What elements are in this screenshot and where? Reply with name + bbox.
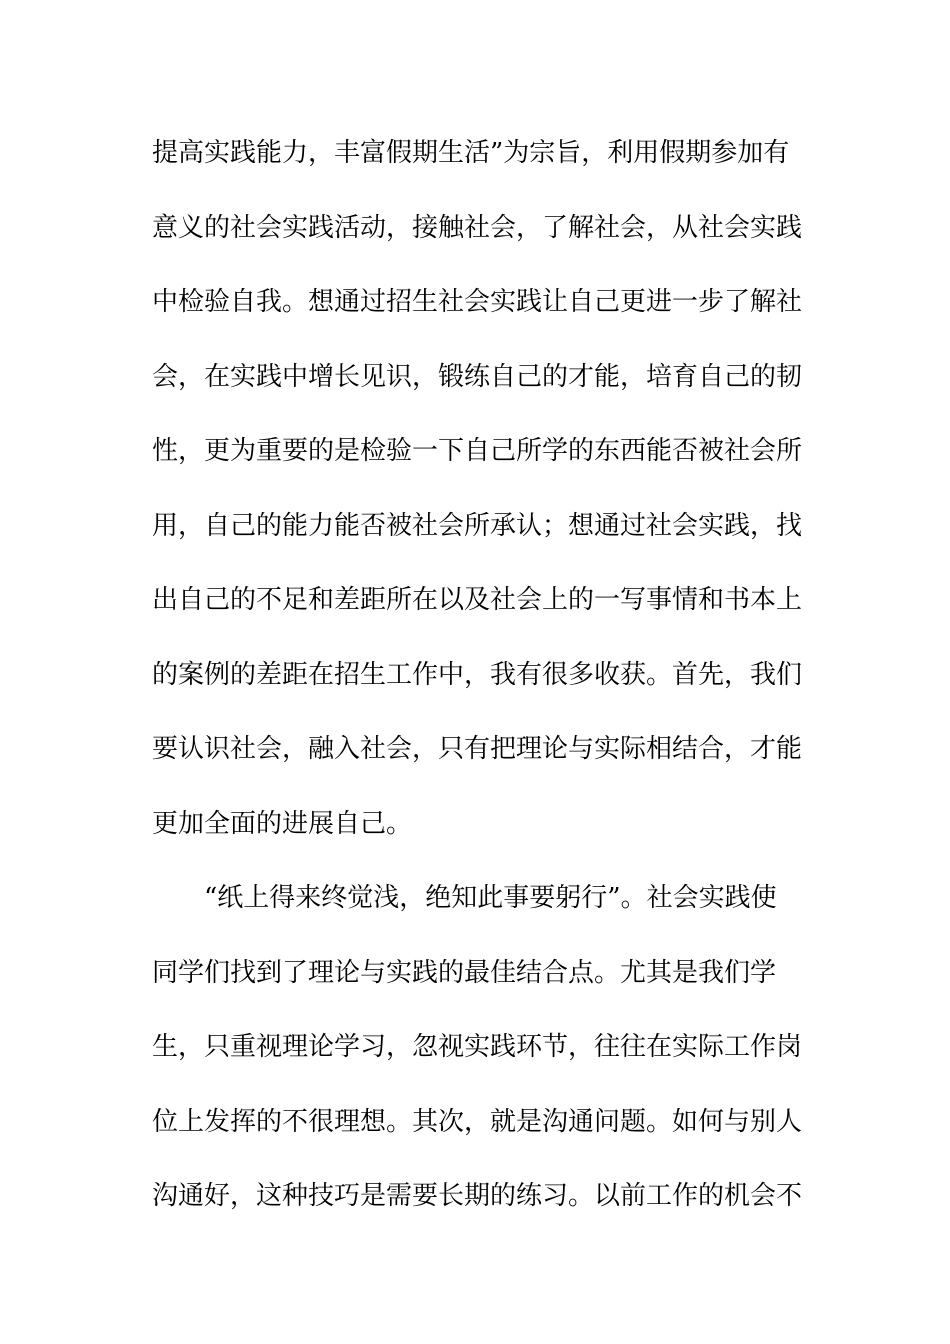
- text-line: 更加全面的进展自己。: [152, 808, 413, 839]
- text-line: 性，更为重要的是检验一下自己所学的东西能否被社会所: [152, 436, 803, 466]
- text-line: 位上发挥的不很理想。其次，就是沟通问题。如何与别人: [152, 1106, 803, 1137]
- text-line: 沟通好，这种技巧是需要长期的练习。以前工作的机会不: [152, 1181, 803, 1211]
- paragraph-2: [152, 861, 803, 1234]
- text-line: 同学们找到了理论与实践的最佳结合点。尤其是我们学: [152, 957, 777, 988]
- text-line: 意义的社会实践活动，接触社会，了解社会，从社会实践: [152, 212, 803, 243]
- paragraph-1: [152, 116, 803, 861]
- text-line: 会，在实践中增长见识，锻练自己的才能，培育自己的韧: [152, 361, 803, 392]
- text-line: 提高实践能力，丰富假期生活”为宗旨，利用假期参加有: [152, 138, 790, 168]
- text-line: 用，自己的能力能否被社会所承认；想通过社会实践，找: [152, 510, 803, 541]
- text-line: 的案例的差距在招生工作中，我有很多收获。首先，我们: [152, 659, 803, 690]
- text-line: 中检验自我。想通过招生社会实践让自己更进一步了解社: [152, 287, 803, 317]
- text-line: 出自己的不足和差距所在以及社会上的一写事情和书本上: [152, 585, 803, 615]
- text-line: 要认识社会，融入社会，只有把理论与实际相结合，才能: [152, 734, 803, 764]
- text-line: 生，只重视理论学习，忽视实践环节，往往在实际工作岗: [152, 1032, 803, 1062]
- text-line-indented: “纸上得来终觉浅，绝知此事要躬行”。社会实践使: [204, 883, 777, 913]
